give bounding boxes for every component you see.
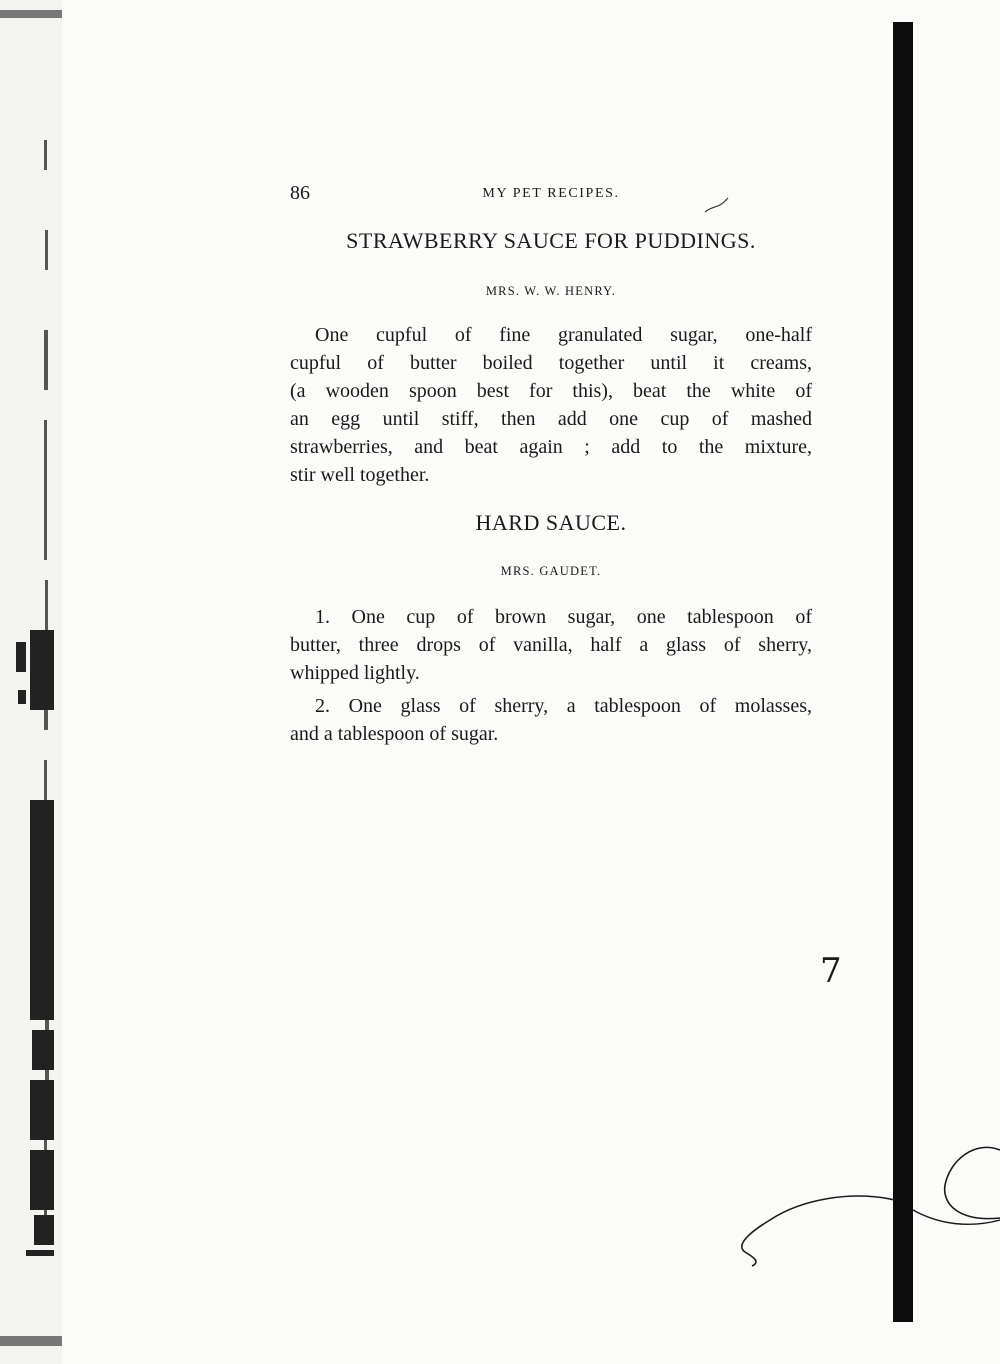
recipe-title-strawberry-sauce: STRAWBERRY SAUCE FOR PUDDINGS. [346,228,756,253]
text-line: One cupful of fine granulated sugar, one-half [315,324,812,346]
pen-scribble-curve [742,1196,895,1266]
text-line: stir well together. [290,464,430,486]
text-line: and a tablespoon of sugar. [290,723,499,745]
text-line: (a wooden spoon best for this), beat the white of [290,380,812,402]
text-line: whipped lightly. [290,662,420,684]
recipe-author-gaudet: MRS. GAUDET. [500,564,602,578]
pen-scribble-loop [945,1147,1000,1218]
text-line: an egg until stiff, then add one cup of mashed [290,408,812,430]
recipe-title-hard-sauce: HARD SAUCE. [475,510,627,535]
page-number: 86 [290,182,310,204]
margin-note-number: 7 [820,951,842,991]
pen-tick-mark [705,198,728,212]
text-line: strawberries, and beat again ; add to the mixture, [290,436,812,458]
text-line: 2. One glass of sherry, a tablespoon of molasses, [315,695,812,717]
running-title: MY PET RECIPES. [482,186,620,201]
recipe-author-henry: MRS. W. W. HENRY. [485,284,617,298]
pen-scribble-tail [913,1210,1000,1224]
text-line: butter, three drops of vanilla, half a glass of sherry, [290,634,812,656]
text-line: cupful of butter boiled together until it creams, [290,352,812,374]
text-line: 1. One cup of brown sugar, one tablespoon of [315,606,812,628]
